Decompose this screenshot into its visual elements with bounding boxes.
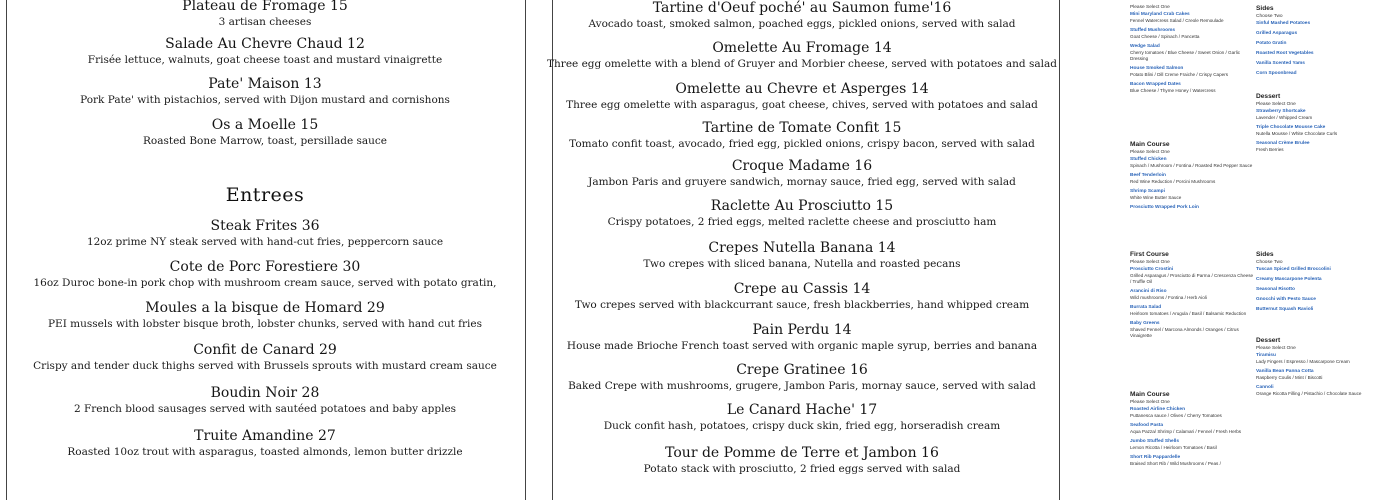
menu-option	[1130, 172, 1254, 185]
option-description: Aqua Pazza/ Shrimp / Calamari / Fennel / Fresh Herbs	[1130, 429, 1242, 434]
option-name: Arancini di Riso	[1130, 289, 1167, 294]
menu-item	[0, 259, 530, 290]
menu-option	[1256, 296, 1380, 303]
section-title-entrees: Entrees	[225, 184, 305, 206]
menu-option	[1256, 60, 1380, 67]
option-name: Strawberry Shortcake	[1256, 109, 1306, 114]
dish-description: House made Brioche French toast served with organic maple syrup, berries and banana	[566, 340, 1038, 352]
menu-item	[542, 81, 1062, 112]
option-name: House Smoked Salmon	[1130, 66, 1184, 71]
dish-title: Steak Frites 36	[210, 218, 320, 234]
dish-description: Two crepes with sliced banana, Nutella and roasted pecans	[643, 258, 961, 270]
option-name: Beef Tenderloin	[1130, 173, 1166, 178]
option-name: Stuffed Chicken	[1130, 157, 1167, 162]
menu-section	[1256, 4, 1380, 80]
menu-option	[1130, 43, 1254, 62]
option-description: Potato Blini / Dill Creme Fraiche / Crispy Capers	[1130, 72, 1229, 77]
menu-item	[0, 342, 530, 373]
dish-title: Tour de Pomme de Terre et Jambon 16	[665, 445, 939, 461]
menu-item	[542, 281, 1062, 312]
dish-description: Baked Crepe with mushrooms, grugere, Jambon Paris, mornay sauce, served with salad	[568, 380, 1036, 392]
dish-description: Potato stack with prosciutto, 2 fried eggs served with salad	[643, 463, 961, 475]
section-instruction: Please Select One	[1130, 400, 1170, 405]
menu-page-middle	[542, 0, 1062, 500]
menu-option	[1256, 140, 1380, 153]
menu-option	[1130, 320, 1254, 339]
dish-title: Croque Madame 16	[731, 158, 873, 174]
option-description: Lavender / Whipped Cream	[1256, 115, 1313, 120]
menu-option	[1130, 438, 1254, 451]
menu-option	[1256, 368, 1380, 381]
option-name: Roasted Airline Chicken	[1130, 407, 1186, 412]
menu-option	[1130, 65, 1254, 78]
dish-title: Le Canard Hache' 17	[726, 402, 878, 418]
menu-option	[1256, 70, 1380, 77]
section-heading: Dessert	[1256, 337, 1281, 344]
option-name: Wedge Salad	[1130, 44, 1160, 49]
menu-option	[1256, 286, 1380, 293]
section-instruction: Please Select One	[1130, 150, 1170, 155]
option-name: Vanilla Scented Yams	[1256, 61, 1305, 66]
dish-description: Tomato confit toast, avocado, fried egg, pickled onions, crispy bacon, served with salad	[569, 138, 1035, 150]
menu-option	[1256, 30, 1380, 37]
menu-item	[542, 198, 1062, 229]
menu-item	[0, 0, 530, 29]
menu-section	[1256, 250, 1380, 316]
option-description: Spinach / Mushroom / Fontina / Roasted Red Pepper Sauce	[1130, 163, 1253, 168]
dish-description: Roasted Bone Marrow, toast, persillade sauce	[142, 135, 388, 147]
option-name: Burrata Salad	[1130, 305, 1162, 310]
dish-title: Moules a la bisque de Homard 29	[145, 300, 385, 316]
menu-option	[1130, 288, 1254, 301]
menu-option	[1130, 454, 1254, 467]
dish-description: 12oz prime NY steak served with hand-cut fries, peppercorn sauce	[86, 236, 444, 248]
option-name: Tiramisu	[1256, 353, 1276, 358]
menu-option	[1256, 20, 1380, 27]
section-instruction: Choose Two	[1256, 260, 1283, 265]
menu-item	[0, 76, 530, 107]
dish-description: Three egg omelette with a blend of Gruyer and Morbier cheese, served with potatoes and salad	[547, 58, 1057, 70]
menu-option	[1256, 266, 1380, 273]
dish-title: Pate' Maison 13	[208, 76, 322, 92]
menu-item	[0, 117, 530, 148]
dish-title: Omelette Au Fromage 14	[712, 40, 892, 56]
menu-item	[0, 36, 530, 67]
panel-gap	[530, 0, 542, 500]
section-heading: Sides	[1256, 251, 1274, 258]
menu-section	[1130, 140, 1254, 214]
section-instruction: Choose Two	[1256, 14, 1283, 19]
menu-option	[1256, 384, 1380, 397]
option-description: Grilled Asparagus / Prosciutto di Parma / Crescenza Cheese / Truffle Oil	[1130, 273, 1254, 284]
dish-description: Three egg omelette with asparagus, goat cheese, chives, served with potatoes and salad	[566, 99, 1038, 111]
menu-option	[1256, 40, 1380, 47]
menu-option	[1256, 108, 1380, 121]
dish-title: Os a Moelle 15	[211, 117, 319, 133]
menu-option	[1130, 188, 1254, 201]
section-instruction: Please Select One	[1256, 346, 1296, 351]
menu-option	[1130, 406, 1254, 419]
option-description: Braised Short Rib / Wild Mushrooms / Peas /	[1130, 461, 1221, 466]
section-heading: Dessert	[1256, 93, 1281, 100]
menu-option	[1130, 422, 1254, 435]
option-name: Baby Greens	[1130, 321, 1160, 326]
option-name: Stuffed Mushrooms	[1130, 28, 1176, 33]
option-description: Goat Cheese / Spinach / Pancetta	[1130, 34, 1200, 39]
menu-option	[1130, 27, 1254, 40]
dish-description: PEI mussels with lobster bisque broth, lobster chunks, served with hand cut fries	[47, 318, 483, 330]
option-name: Creamy Mascarpone Polenta	[1256, 277, 1322, 282]
option-description: Raspberry Coulis / Mint / Biscotti	[1256, 375, 1323, 380]
menu-item	[542, 240, 1062, 271]
section-heading: Main Course	[1130, 141, 1170, 148]
option-description: Fresh Berries	[1256, 147, 1284, 152]
menu-item	[542, 445, 1062, 476]
option-description: Heirloom tomatoes / Arugula / Basil / Balsamic Reduction	[1130, 311, 1247, 316]
menu-option	[1256, 306, 1380, 313]
dish-title: Boudin Noir 28	[210, 385, 320, 401]
section-instruction: Please Select One	[1256, 102, 1296, 107]
option-description: Orange Ricotta Filling / Pistachio / Chocolate Sauce	[1256, 391, 1362, 396]
option-description: Lemon Ricotta / Heirloom Tomatoes / Basil	[1130, 445, 1217, 450]
option-name: Seasonal Risotto	[1256, 287, 1295, 292]
option-name: Roasted Root Vegetables	[1256, 51, 1314, 56]
section-heading: First Course	[1130, 251, 1169, 258]
option-name: Jumbo Stuffed Shells	[1130, 439, 1180, 444]
dish-description: Frisée lettuce, walnuts, goat cheese toast and mustard vinaigrette	[87, 54, 443, 66]
option-name: Tuscan Spiced Grilled Broccolini	[1256, 267, 1331, 272]
option-name: Shrimp Scampi	[1130, 189, 1165, 194]
dish-title: Cote de Porc Forestiere 30	[169, 259, 361, 275]
dish-description: Duck confit hash, potatoes, crispy duck skin, fried egg, horseradish cream	[603, 420, 1001, 432]
menu-option	[1256, 124, 1380, 137]
dish-title: Salade Au Chevre Chaud 12	[165, 36, 365, 52]
option-description: Shaved Fennel / Marcona Almonds / Oranges / Citrus Vinaigrette	[1130, 327, 1239, 338]
menu-option	[1130, 81, 1254, 94]
menu-item	[542, 402, 1062, 433]
menu-item	[542, 0, 1062, 31]
page-border	[6, 0, 526, 500]
option-name: Triple Chocolate Mousse Cake	[1256, 125, 1326, 130]
option-name: Prosciutto Wrapped Pork Loin	[1130, 205, 1199, 210]
menu-item	[542, 322, 1062, 353]
option-name: Bacon Wrapped Dates	[1130, 82, 1181, 87]
menu-option	[1130, 204, 1254, 211]
option-description: Puttanesca sauce / Olives / Cherry Tomatoes	[1130, 413, 1222, 418]
option-name: Seasonal Crème Brulee	[1256, 141, 1310, 146]
option-description: Wild mushrooms / Fontina / Herb Aioli	[1130, 295, 1207, 300]
dish-title: Crepe Gratinee 16	[736, 362, 868, 378]
dish-description: 2 French blood sausages served with sautéed potatoes and baby apples	[73, 403, 457, 415]
dish-description: 3 artisan cheeses	[218, 16, 312, 28]
option-name: Grilled Asparagus	[1256, 31, 1298, 36]
option-name: Prosciutto Crostini	[1130, 267, 1174, 272]
dish-description: Crispy potatoes, 2 fried eggs, melted raclette cheese and prosciutto ham	[607, 216, 997, 228]
menu-item	[0, 385, 530, 416]
menu-option	[1130, 266, 1254, 285]
menu-item	[542, 120, 1062, 151]
menu-item	[542, 40, 1062, 71]
menu-item	[542, 158, 1062, 189]
menu-option	[1256, 276, 1380, 283]
dish-title: Pain Perdu 14	[752, 322, 852, 338]
menu-item	[0, 428, 530, 459]
option-description: Red Wine Reduction / Porcini Mushrooms	[1130, 179, 1216, 184]
section-instruction: Please Select One	[1130, 5, 1170, 10]
menu-option	[1256, 352, 1380, 365]
dish-title: Tartine de Tomate Confit 15	[702, 120, 902, 136]
option-name: Butternut Squash Ravioli	[1256, 307, 1314, 312]
menu-option	[1130, 304, 1254, 317]
menu-section	[1130, 4, 1254, 97]
option-name: Corn Spoonbread	[1256, 71, 1297, 76]
menu-section	[1256, 92, 1380, 156]
option-description: Fennel Watercress Salad / Creole Remoulade	[1130, 18, 1224, 23]
option-name: Vanilla Bean Panna Cotta	[1256, 369, 1314, 374]
dish-title: Tartine d'Oeuf poché' au Saumon fume'16	[652, 0, 952, 16]
menu-section	[1130, 250, 1254, 342]
option-name: Short Rib Pappardelle	[1130, 455, 1181, 460]
option-name: Mini Maryland Crab Cakes	[1130, 12, 1190, 17]
menu-option	[1256, 50, 1380, 57]
dish-title: Crepe au Cassis 14	[733, 281, 871, 297]
dish-title: Truite Amandine 27	[194, 428, 336, 444]
menu-option	[1130, 11, 1254, 24]
dish-description: Pork Pate' with pistachios, served with Dijon mustard and cornishons	[80, 94, 450, 106]
dish-description: Two crepes served with blackcurrant sauce, fresh blackberries, hand whipped cream	[574, 299, 1030, 311]
dish-title: Confit de Canard 29	[193, 342, 337, 358]
option-description: Blue Cheese / Thyme Honey / Watercress	[1130, 88, 1216, 93]
menu-page-right	[1122, 0, 1400, 500]
section-heading: Main Course	[1130, 391, 1170, 398]
section-heading: Sides	[1256, 5, 1274, 12]
menu-item	[542, 362, 1062, 393]
option-name: Potato Gratin	[1256, 41, 1287, 46]
menu-section	[1256, 336, 1380, 400]
dish-title: Plateau de Fromage 15	[182, 0, 348, 14]
menu-page-left	[0, 0, 530, 500]
menu-item	[0, 300, 530, 331]
dish-description: Avocado toast, smoked salmon, poached eggs, pickled onions, served with salad	[588, 18, 1016, 30]
option-description: Cherry tomatoes / Blue Cheese / Sweet Onion / Garlic Dressing	[1130, 50, 1241, 61]
menu-section	[1130, 390, 1254, 470]
dish-description: Crispy and tender duck thighs served with Brussels sprouts with mustard cream sauce	[33, 360, 497, 372]
option-description: Nutella Mousse / White Chocolate Curls	[1256, 131, 1338, 136]
option-name: Seafood Pasta	[1130, 423, 1164, 428]
option-description: White Wine Butter Sauce	[1130, 195, 1182, 200]
dish-title: Crepes Nutella Banana 14	[708, 240, 896, 256]
option-name: Gnocchi with Pesto Sauce	[1256, 297, 1316, 302]
dish-description: Roasted 10oz trout with asparagus, toasted almonds, lemon butter drizzle	[67, 446, 463, 458]
option-name: Cannoli	[1256, 385, 1274, 390]
menu-item	[0, 218, 530, 249]
dish-title: Raclette Au Prosciutto 15	[710, 198, 894, 214]
option-description: Lady Fingers / Espresso / Mascarpone Cream	[1256, 359, 1350, 364]
dish-description: 16oz Duroc bone-in pork chop with mushroom cream sauce, served with potato gratin,	[33, 277, 497, 289]
section-instruction: Please Select One	[1130, 260, 1170, 265]
option-name: Sinful Mashed Potatoes	[1256, 21, 1311, 26]
dish-title: Omelette au Chevre et Asperges 14	[675, 81, 929, 97]
dish-description: Jambon Paris and gruyere sandwich, mornay sauce, fried egg, served with salad	[588, 176, 1016, 188]
menu-option	[1130, 156, 1254, 169]
